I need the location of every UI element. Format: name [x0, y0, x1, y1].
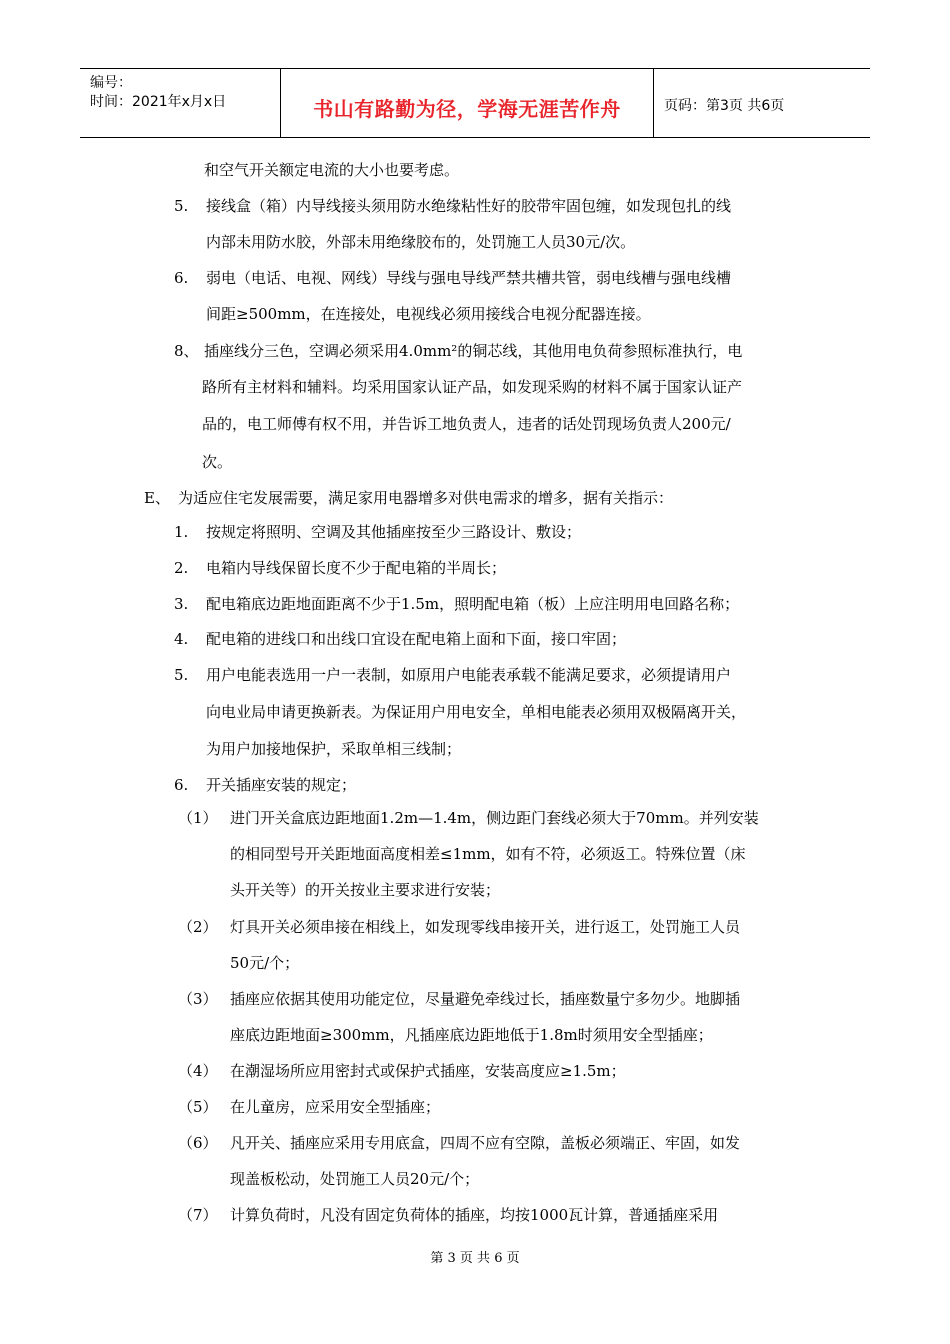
page-footer: 第 3 页 共 6 页 [430, 1251, 520, 1266]
body-line: 计算负荷时，凡没有固定负荷体的插座，均按1000瓦计算，普通插座采用 [230, 1206, 719, 1224]
sub-item-number: （2） [178, 918, 218, 936]
body-line: 灯具开关必须串接在相线上，如发现零线串接开关，进行返工，处罚施工人员 [230, 918, 741, 936]
item-number: 6. [174, 776, 189, 794]
item-number: 2. [174, 559, 189, 577]
header-page-cell [654, 69, 870, 137]
doc-date-label: 时间：2021年x月x日 [90, 94, 227, 110]
body-line: 间距≥500mm，在连接处，电视线必须用接线合电视分配器连接。 [206, 305, 651, 323]
body-line: 座底边距地面≥300mm，凡插座底边距地低于1.8m时须用安全型插座； [230, 1026, 713, 1044]
body-line: 接线盒（箱）内导线接头须用防水绝缘粘性好的胶带牢固包缠，如发现包扎的线 [206, 197, 732, 215]
body-line: 在潮湿场所应用密封式或保护式插座，安装高度应≥1.5m； [230, 1062, 626, 1080]
section-letter: E、 [144, 489, 170, 507]
item-number: 6. [174, 269, 189, 287]
body-line: 插座应依据其使用功能定位，尽量避免牵线过长，插座数量宁多勿少。地脚插 [230, 990, 741, 1008]
body-line: 品的，电工师傅有权不用，并告诉工地负责人，违者的话处罚现场负责人200元/ [202, 415, 731, 433]
body-line: 和空气开关额定电流的大小也要考虑。 [204, 161, 460, 179]
header-page-info: 页码：第3页 共6页 [664, 98, 785, 114]
item-number: 5. [174, 197, 189, 215]
item-number: 5. [174, 666, 189, 684]
body-line: 电箱内导线保留长度不少于配电箱的半周长； [206, 559, 507, 577]
header-motto-cell [281, 69, 654, 137]
sub-item-number: （3） [178, 990, 218, 1008]
body-line: 的相同型号开关距地面高度相差≤1mm，如有不符，必须返工。特殊位置（床 [230, 845, 746, 863]
body-line: 次。 [202, 453, 233, 471]
item-number: 1. [174, 523, 189, 541]
body-line: 插座线分三色，空调必须采用4.0mm²的铜芯线，其他用电负荷参照标准执行，电 [204, 342, 743, 360]
body-line: 50元/个； [230, 954, 300, 972]
body-line: 为适应住宅发展需要，满足家用电器增多对供电需求的增多，据有关指示： [178, 489, 674, 507]
sub-item-number: （6） [178, 1134, 218, 1152]
body-line: 头开关等）的开关按业主要求进行安装； [230, 881, 501, 899]
body-line: 进门开关盒底边距地面1.2m—1.4m，侧边距门套线必须大于70mm。并列安装 [230, 809, 759, 827]
body-line: 向电业局申请更换新表。为保证用户用电安全，单相电能表必须用双极隔离开关， [206, 703, 747, 721]
body-line: 现盖板松动，处罚施工人员20元/个； [230, 1170, 480, 1188]
item-number: 8、 [174, 342, 199, 360]
header-motto: 书山有路勤为径，学海无涯苦作舟 [313, 97, 621, 121]
body-line: 配电箱的进线口和出线口宜设在配电箱上面和下面，接口牢固； [206, 630, 627, 648]
body-line: 内部未用防水胶，外部未用绝缘胶布的，处罚施工人员30元/次。 [206, 233, 636, 251]
body-line: 配电箱底边距地面距离不少于1.5m，照明配电箱（板）上应注明用电回路名称； [206, 595, 740, 613]
page-header [80, 68, 870, 138]
header-meta-cell [80, 69, 281, 137]
doc-id-label: 编号： [90, 75, 132, 91]
body-line: 用户电能表选用一户一表制，如原用户电能表承载不能满足要求，必须提请用户 [206, 666, 732, 684]
body-line: 在儿童房，应采用安全型插座； [230, 1098, 441, 1116]
body-line: 弱电（电话、电视、网线）导线与强电导线严禁共槽共管，弱电线槽与强电线槽 [206, 269, 732, 287]
body-line: 开关插座安装的规定； [206, 776, 357, 794]
item-number: 4. [174, 630, 189, 648]
sub-item-number: （5） [178, 1098, 218, 1116]
sub-item-number: （1） [178, 809, 218, 827]
sub-item-number: （4） [178, 1062, 218, 1080]
body-line: 为用户加接地保护，采取单相三线制； [206, 740, 462, 758]
item-number: 3. [174, 595, 189, 613]
body-line: 路所有主材料和辅料。均采用国家认证产品，如发现采购的材料不属于国家认证产 [202, 378, 743, 396]
body-line: 凡开关、插座应采用专用底盒，四周不应有空隙，盖板必须端正、牢固，如发 [230, 1134, 741, 1152]
body-line: 按规定将照明、空调及其他插座按至少三路设计、敷设； [206, 523, 582, 541]
sub-item-number: （7） [178, 1206, 218, 1224]
